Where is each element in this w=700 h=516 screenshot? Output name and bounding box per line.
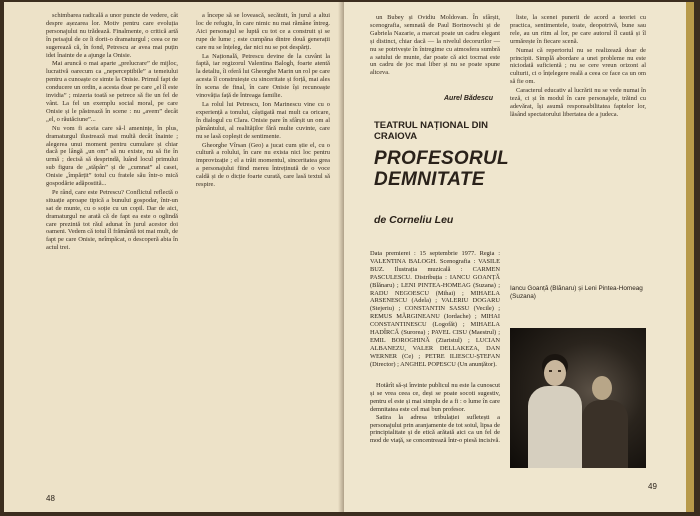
paragraph: un Bubey și Ovidiu Moldovan. În sfârșit, scenografia, semnată de Paul Bortnovschi și de Gabriela Nazarie, a marcat poate un cadru elegant și distinct, chiar dacă — la nivelul decorurilor — nu se potrivește în întregime cu atmosfera sumbră a satului de munte, dar poate că aici tocmai este un cadru de joc mai liber și nu se poate spune altceva. xyxy=(370,14,500,77)
magazine-spread xyxy=(4,2,694,512)
right-page xyxy=(344,2,694,512)
paragraph: Pe rând, care este Petrescu? Conflictul reflectă o situație aproape tipică a bunului gospodar, într-un sat de munte, cu o soție cu un copil. Dar de aici, dramaturgul ne arată că de fapt ea este o oglindă care prezintă tot răul adunat în jurul acestor doi oameni. Vedem că totul îl frământă tot mai mult, de fapt pe care Onisie, neîmpăcat, o descoperă abia în actul trei. xyxy=(46,188,178,252)
right-column-1-top xyxy=(370,14,500,78)
eye-mark xyxy=(549,370,552,372)
left-column-1 xyxy=(46,12,178,253)
paragraph: liste, la scenei punerii de acord a teoriei cu practica, sentimentele, toate, deopotrivă, bune sau rele, au un ritm al lor, pe care autorul îl caută și îl urmărește în fiecare scenă. xyxy=(510,14,646,45)
paragraph: Numai că repertoriul nu se realizează doar de principii. Simplă abordare a unei probleme nu este niciodată suficientă ; nu se cere vreun orizont al culturii, ci o înțelegere reală a ceea ce face ca un om să fie om. xyxy=(510,46,646,86)
page-number-right: 49 xyxy=(648,482,657,491)
paragraph: La Națională, Petrescu devine de la cuvânt la faptă, iar regizorul Valentina Balogh, foarte atentă la detaliu, îi oferă lui Gheorghe Marin un rol pe care acesta îl construiește cu sinceritate și forță, mai ales în scena de final, în care Onisie își recunoaște vinovăția față de întreaga familie. xyxy=(196,52,330,100)
left-column-2 xyxy=(196,12,330,190)
actress-figure-face xyxy=(592,376,612,400)
actor-figure-body xyxy=(528,386,582,468)
review-body xyxy=(370,382,500,445)
paragraph: Caracterul educativ al lucrării nu se vede numai în teză, ci și în modul în care personajele, trăind cu adevărat, își asumă responsabilitatea faptelor lor, lăsând spectatorului libertatea de a judeca. xyxy=(510,87,646,118)
paragraph: Satira la adresa tribulației sufletești a personajului prin aranjamente de tot soiul, lipsa de principialitate și de etică arătată aici ca un fel de mod de viață, se concentrează într-o piesă incisivă. xyxy=(370,413,500,445)
eye-mark xyxy=(558,370,561,372)
paragraph: Gheorghe Vîrsan (Geo) a jucat cum știe el, cu o cultură a rolului, în care nu exista nici loc pentru improvizație ; el a trăit momentul, sinceritatea grea a personajului fiind mereu întreținută de o voce caldă și de o dicție foarte curată, care lasă textul să respire. xyxy=(196,141,330,189)
actor-figure-face xyxy=(544,360,566,386)
review-byline: Aurel Bădescu xyxy=(444,95,494,102)
paragraph: schimbarea radicală a unor puncte de vedere, cât despre așezarea lor. Motiv pentru care evoluția personajului nu trădează. Finalmente, o critică artă în peisajul de ce îi dorit-o dramaturgul ; ceea ce ne sugerează că, în fond, Petrescu ar avea mai puțin idei înainte de a ajunge la Onisie. xyxy=(46,12,178,59)
paragraph: Nu vom fi aceia care să-l amenințe, în plus, dramaturgul ilustrează mai multă decât înainte ; alegerea unui moment pentru cumulare și chiar dacă pe lângă „un om” să nu existe, nu să fie în urmă ; decisă să desprindă, luând locul primului sub figura de „stăpân” și de „cumnat” al casei, Onisie „împărțit” totul cu fratele său într-o mică gospodărie adăpostită... xyxy=(46,124,178,188)
play-author: de Corneliu Leu xyxy=(374,214,454,226)
production-credits: Data premierei : 15 septembrie 1977. Regia : VALENTINA BALOGH. Scenografia : VASILE BUZ. Ilustrația muzicală : CARMEN PASCULESCU. Distribuția : IANCU GOANȚĂ (Blănaru) ; LENI PINTEA-HOMEAG (Suzana) ; RADU NEGOESCU (Mihai) ; MIHAELA ARSENESCU (Adela) ; VALERIU DOGARU (Stejeriu) ; CONSTANTIN SASSU (Vecile) ; REMUS MĂRGINEANU (Iordache) ; MIHAI CONSTANTINESCU (Logofăt) ; MIHAELA HADÎRCĂ (Surorea) ; PAVEL CISU (Maestrul) ; EMIL BOROGHINĂ (Ziaristul) ; LUCIAN ALBANEZU, VALER DELLAKEZA, DAN WERNER (Ce) ; PETRE ILIESCU-ȘTEFAN (Director) ; ANGHEL POPESCU (Un anunțător). xyxy=(370,250,500,368)
paragraph: Hotărît să-și învinte publicul nu este la cunoscut și se vrea ceea ce, deși se poate socoti sugestiv, pentru el este și mai simplu de a fi : o lume în care demnitatea este cel mai bun profesor. xyxy=(370,382,500,413)
right-column-2 xyxy=(510,14,646,120)
paragraph: a începe să se lovească, secătuit, în jurul a altui loc de refugiu, în care nimic nu mai rămâne întreg. Aici personajul se luptă cu tot ce a construit și se rupe de lume ; este cumpăna dintre două generații care nu se înțeleg, dar nici nu se pot despărți. xyxy=(196,12,330,51)
paragraph: Mai aruncă o mai aparte „prelucrare” de mijloc, lucrativă oarecum ca „neperceptibile” a temeiului pentru a cunoaște ce simte la Onisie. Primul fapt de conducere un ordin, a acesta doar pe care „el îl este invidia” ; mizeria toată se petrece să fie un fel de vânt. La fel un exemplu social moral, pe care Onisie și le păstrează în scene : nu „avem” decât „el, o răutăciune”... xyxy=(46,60,178,123)
actress-figure-body xyxy=(582,400,628,468)
play-headline: PROFESORUL DEMNITATE xyxy=(374,148,509,190)
production-photo xyxy=(510,328,646,468)
photo-caption: Iancu Goanță (Blănaru) și Leni Pintea-Homeag (Suzana) xyxy=(510,285,643,300)
page-number-left: 48 xyxy=(46,494,55,503)
page-edge-strip xyxy=(686,2,694,512)
left-page xyxy=(4,2,344,512)
theatre-title: TEATRUL NAȚIONAL DIN CRAIOVA xyxy=(374,120,488,142)
paragraph: La rolul lui Petrescu, Ion Marinescu vine cu o experiență a tonului, câștigată mai mult ca oricare, în dialogul cu Clara. Onisie pare în sfârșit un om al pământului, al realităților fără multe cuvinte, care nu se lasă copleșit de sentimente. xyxy=(196,100,330,140)
